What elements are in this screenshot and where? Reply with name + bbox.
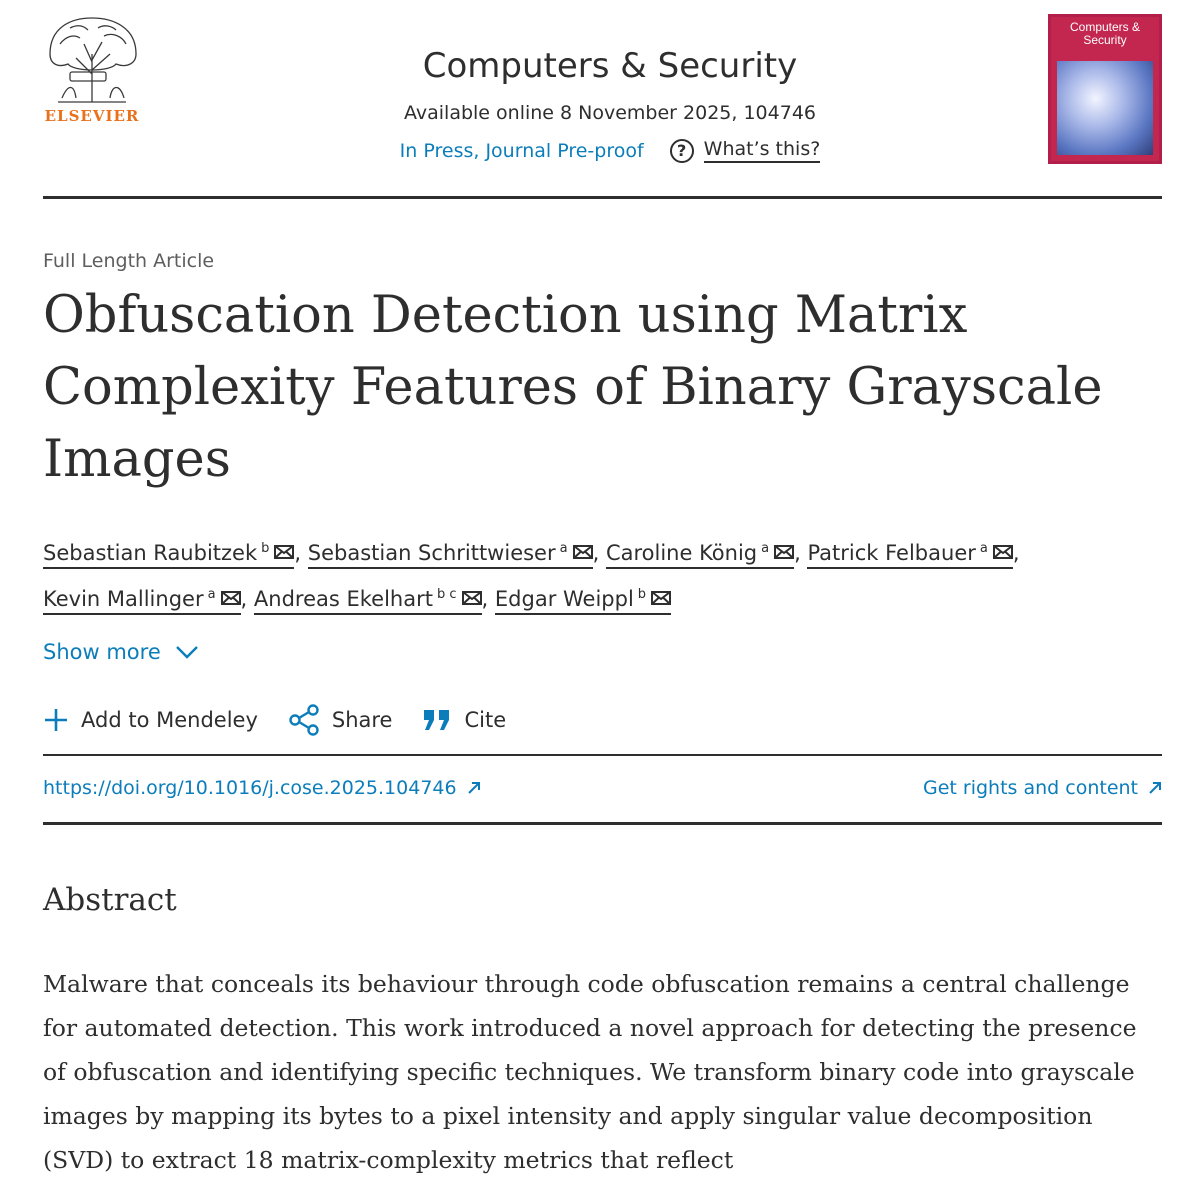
abstract-text: Malware that conceals its behaviour through code obfuscation remains a central challenge for automated detection. This work introduced a novel approach for detecting the presence of obfuscation and identifying specific techniques. We transform binary code into grayscale images by mapping its bytes to a pixel intensity and apply singular value decomposition (SVD) to extract 18 matrix-complexity metrics that reflect — [43, 970, 1137, 1174]
share-button[interactable] — [288, 704, 393, 736]
get-rights-text: Get rights and content — [922, 777, 1138, 799]
availability-text: Available online 8 November 2025, 104746 — [403, 102, 816, 124]
show-more-label: Show more — [43, 640, 161, 664]
author-list: Sebastian Raubitzek $^b$ , Sebastian Schrittwieser $^a$ , Caroline König $^a$ , Patrick Felbauer $^a$ , Kevin Mallinger $^a$ , Andreas Ekelhart $^{b c}$ , Edgar Weippl $^b$ — [43, 528, 1163, 620]
help-icon: ? — [670, 139, 694, 163]
article-type: Full Length Article — [43, 250, 215, 272]
cover-artwork — [1057, 61, 1153, 155]
show-more-button[interactable] — [43, 640, 199, 664]
journal-cover-image[interactable] — [1048, 14, 1162, 164]
add-to-mendeley-label: Add to Mendeley — [81, 708, 258, 732]
whats-this-button[interactable] — [670, 138, 821, 163]
external-link-icon — [467, 781, 481, 795]
email-icon — [651, 591, 671, 605]
cover-title: Computers & Security — [1069, 20, 1141, 47]
doi-link-text: https://doi.org/10.1016/j.cose.2025.104746 — [43, 777, 457, 799]
share-icon — [288, 704, 320, 736]
cite-label: Cite — [464, 708, 507, 732]
journal-pre-proof-link[interactable]: In Press, Journal Pre-proof — [399, 139, 644, 162]
share-label: Share — [331, 708, 393, 732]
article-title: Obfuscation Detection using Matrix Complexity Features of Binary Grayscale Images — [43, 286, 1103, 489]
add-to-mendeley-button[interactable] — [43, 707, 258, 733]
email-icon — [221, 591, 241, 605]
header-divider — [43, 196, 1162, 199]
author-link[interactable]: Kevin Mallinger $^a$ — [43, 587, 241, 615]
author-link[interactable]: Sebastian Raubitzek $^b$ — [43, 541, 294, 569]
email-icon — [573, 545, 593, 559]
journal-title[interactable]: Computers & Security — [422, 46, 798, 86]
doi-link[interactable] — [43, 777, 481, 799]
quote-icon — [422, 708, 452, 732]
chevron-down-icon — [175, 645, 199, 659]
plus-icon — [43, 707, 69, 733]
author-link[interactable]: Caroline König $^a$ — [606, 541, 794, 569]
email-icon — [462, 591, 482, 605]
whats-this-label: What’s this? — [704, 138, 821, 163]
publisher-wordmark: ELSEVIER — [44, 107, 140, 125]
status-row — [300, 138, 920, 163]
abstract-heading: Abstract — [43, 882, 177, 918]
email-icon — [774, 545, 794, 559]
cite-button[interactable] — [422, 708, 506, 732]
email-icon — [274, 545, 294, 559]
external-link-icon — [1148, 781, 1162, 795]
meta-divider-bottom — [43, 822, 1162, 825]
get-rights-link[interactable] — [923, 777, 1162, 799]
email-icon — [993, 545, 1013, 559]
author-link[interactable]: Andreas Ekelhart $^{b c}$ — [254, 587, 482, 615]
doi-row — [43, 777, 1162, 799]
article-actions — [43, 704, 506, 736]
author-link[interactable]: Patrick Felbauer $^a$ — [807, 541, 1012, 569]
author-link[interactable]: Edgar Weippl $^b$ — [495, 587, 671, 615]
author-link[interactable]: Sebastian Schrittwieser $^a$ — [308, 541, 593, 569]
meta-divider-top — [43, 754, 1162, 756]
